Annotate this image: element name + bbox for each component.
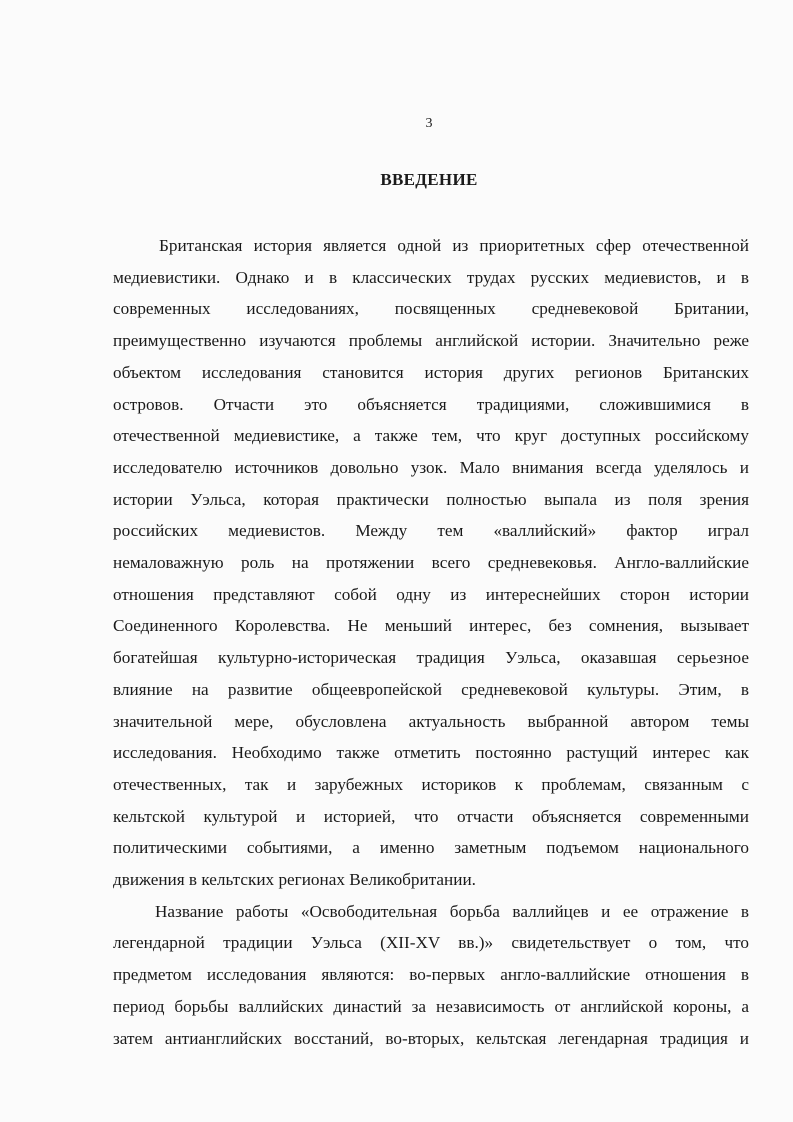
page-number: 3 — [425, 116, 433, 131]
text-line: легендарной традиции Уэльса (XII-XV вв.)» свидетельствует о том, что — [113, 933, 749, 953]
text-line: отечественных, так и зарубежных историков к проблемам, связанным с — [113, 774, 749, 794]
text-line: богатейшая культурно-историческая традиция Уэльса, оказавшая серьезное — [113, 648, 749, 668]
text-line: российских медиевистов. Между тем «валлийский» фактор играл — [113, 521, 749, 541]
body-text — [113, 230, 749, 1054]
text-line: кельтской культурой и историей, что отчасти объясняется современными — [113, 806, 749, 826]
text-line: островов. Отчасти это объясняется традициями, сложившимися в — [113, 394, 749, 414]
text-line: Британская история является одной из приоритетных сфер отечественной — [159, 236, 749, 255]
text-line: период борьбы валлийских династий за независимость от английской короны, а — [113, 996, 749, 1016]
text-line: значительной мере, обусловлена актуальность выбранной автором темы — [113, 711, 749, 731]
text-line: затем антианглийских восстаний, во-вторых, кельтская легендарная традиция и — [113, 1028, 749, 1048]
text-line: отечественной медиевистике, а также тем, что круг доступных российскому — [113, 426, 749, 446]
text-line: движения в кельтских регионах Великобритании. — [113, 870, 476, 890]
text-line: Соединенного Королевства. Не меньший интерес, без сомнения, вызывает — [113, 616, 749, 636]
text-line: влияние на развитие общеевропейской средневековой культуры. Этим, в — [113, 679, 749, 699]
text-line: отношения представляют собой одну из интереснейших сторон истории — [113, 584, 749, 604]
paragraph-subject — [113, 896, 749, 1055]
section-heading: ВВЕДЕНИЕ — [380, 170, 478, 189]
text-line: объектом исследования становится история других регионов Британских — [113, 362, 749, 382]
text-line: Название работы «Освободительная борьба валлийцев и ее отражение в — [155, 901, 749, 921]
text-line: современных исследованиях, посвященных средневековой Британии, — [113, 299, 749, 319]
text-line: немаловажную роль на протяжении всего средневековья. Англо-валлийские — [113, 553, 749, 573]
text-line: исследователю источников довольно узок. Мало внимания всегда уделялось и — [113, 457, 749, 477]
text-line: медиевистики. Однако и в классических трудах русских медиевистов, и в — [113, 267, 749, 287]
text-line: истории Уэльса, которая практически полностью выпала из поля зрения — [113, 489, 749, 509]
text-line: преимущественно изучаются проблемы английской истории. Значительно реже — [113, 331, 749, 351]
text-line: предметом исследования являются: во-первых англо-валлийские отношения в — [113, 965, 749, 985]
paragraph-intro — [113, 230, 749, 896]
text-line: исследования. Необходимо также отметить постоянно растущий интерес как — [113, 743, 749, 763]
text-line: политическими событиями, а именно заметным подъемом национального — [113, 838, 749, 858]
